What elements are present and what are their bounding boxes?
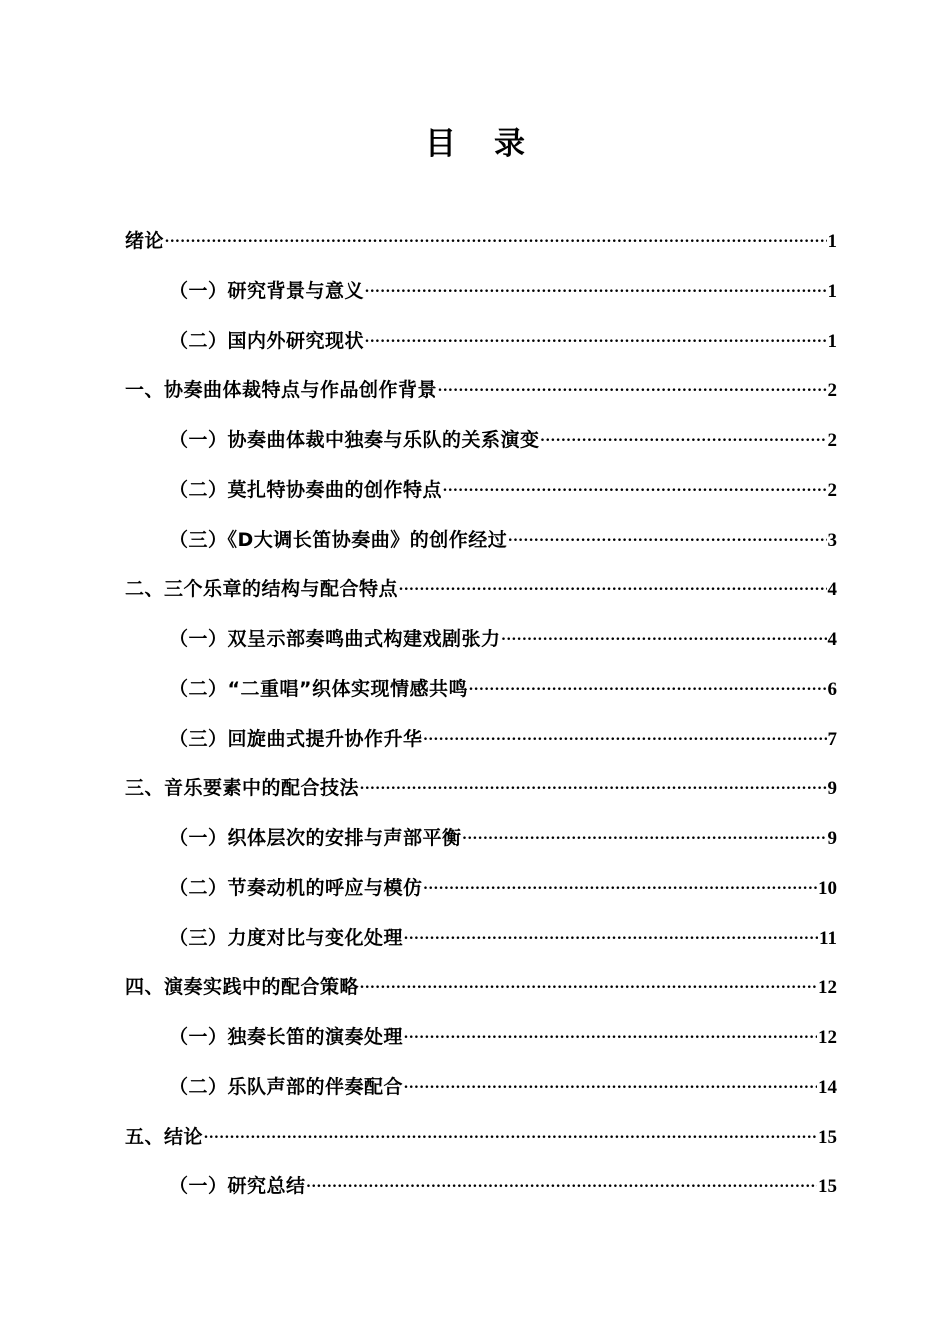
toc-page-number: 1 (827, 231, 837, 252)
toc-entry-section[interactable] (125, 574, 837, 624)
toc-entry-subsection[interactable] (125, 823, 837, 873)
toc-entry-subsection[interactable] (125, 475, 837, 525)
toc-dot-leader (204, 1123, 817, 1143)
toc-dot-leader (365, 327, 826, 347)
toc-dot-leader (469, 675, 827, 695)
toc-page-number: 9 (827, 778, 837, 800)
toc-entry-subsection[interactable] (125, 425, 837, 475)
toc-page-number: 1 (827, 330, 837, 352)
toc-page-number: 7 (827, 728, 837, 750)
toc-entry-label: （一）双呈示部奏鸣曲式构建戏剧张力 (169, 628, 501, 650)
toc-entry-subsection[interactable] (125, 1171, 837, 1221)
toc-entry-label: （二）“二重唱”织体实现情感共鸣 (169, 677, 468, 700)
toc-entry-label: （三）力度对比与变化处理 (169, 926, 404, 949)
toc-page-number: 9 (827, 828, 837, 849)
toc-dot-leader (502, 625, 827, 645)
toc-entry-label: （一）独奏长笛的演奏处理 (169, 1026, 404, 1048)
toc-entry-label: 一、协奏曲体裁特点与作品创作背景 (125, 379, 438, 402)
toc-page-number: 15 (818, 1176, 837, 1198)
toc-entry-label: （三）《D大调长笛协奏曲》的创作经过 (169, 528, 508, 551)
toc-entry-label: （一）研究背景与意义 (169, 279, 365, 302)
toc-page-number: 4 (827, 579, 837, 601)
toc-dot-leader (424, 725, 827, 745)
toc-entry-subsection[interactable] (125, 1072, 837, 1122)
toc-entry-label: 绪论 (125, 230, 165, 252)
toc-entry-label: 三、音乐要素中的配合技法 (125, 777, 360, 800)
toc-entry-subsection[interactable] (125, 1022, 837, 1072)
toc-dot-leader (360, 774, 826, 794)
toc-dot-leader (307, 1172, 817, 1192)
toc-dot-leader (508, 526, 826, 546)
toc-page-number: 6 (827, 678, 837, 700)
toc-entry-subsection[interactable] (125, 276, 837, 326)
toc-dot-leader (438, 376, 826, 396)
toc-entry-label: （三）回旋曲式提升协作升华 (169, 727, 423, 750)
toc-entry-label: 四、演奏实践中的配合策略 (125, 976, 360, 999)
toc-entry-subsection[interactable] (125, 923, 837, 973)
toc-page-number: 10 (818, 877, 837, 899)
toc-dot-leader (541, 426, 827, 446)
toc-entry-section[interactable] (125, 226, 837, 276)
toc-entry-label: 二、三个乐章的结构与配合特点 (125, 578, 399, 601)
toc-page-number: 2 (827, 479, 837, 501)
toc-entry-subsection[interactable] (125, 525, 837, 575)
toc-page-number: 1 (827, 280, 837, 302)
toc-page-number: 2 (827, 430, 837, 451)
toc-page-number: 4 (827, 629, 837, 650)
toc-page-number: 14 (818, 1076, 837, 1098)
toc-entry-subsection[interactable] (125, 624, 837, 674)
toc-entry-subsection[interactable] (125, 724, 837, 774)
toc-entry-subsection[interactable] (125, 326, 837, 376)
toc-entry-section[interactable] (125, 972, 837, 1022)
toc-entry-label: （二）国内外研究现状 (169, 329, 365, 352)
toc-entry-label: （二）节奏动机的呼应与模仿 (169, 876, 423, 899)
toc-dot-leader (165, 227, 826, 247)
toc-entry-subsection[interactable] (125, 674, 837, 724)
toc-dot-leader (443, 476, 826, 496)
toc-entry-section[interactable] (125, 773, 837, 823)
toc-dot-leader (463, 824, 827, 844)
toc-dot-leader (365, 277, 826, 297)
toc-dot-leader (399, 575, 826, 595)
toc-entry-label: 五、结论 (125, 1125, 204, 1148)
toc-entry-subsection[interactable] (125, 873, 837, 923)
toc-page-number: 15 (818, 1126, 837, 1148)
toc-entry-label: （一）协奏曲体裁中独奏与乐队的关系演变 (169, 429, 540, 451)
toc-entry-label: （二）莫扎特协奏曲的创作特点 (169, 478, 443, 501)
toc-entry-section[interactable] (125, 1122, 837, 1172)
toc-page-number: 12 (818, 1027, 837, 1048)
toc-page-number: 2 (827, 380, 837, 402)
toc-page-number: 12 (818, 977, 837, 999)
toc-dot-leader (360, 973, 817, 993)
page-title: 目录 (425, 126, 563, 162)
toc-dot-leader (424, 874, 817, 894)
toc-page-number: 3 (827, 529, 837, 551)
table-of-contents (125, 226, 837, 1221)
toc-dot-leader (404, 1023, 817, 1043)
toc-entry-label: （一）织体层次的安排与声部平衡 (169, 827, 462, 849)
toc-entry-section[interactable] (125, 375, 837, 425)
toc-entry-label: （二）乐队声部的伴奏配合 (169, 1075, 404, 1098)
toc-page-number: 11 (819, 927, 837, 949)
toc-dot-leader (404, 924, 818, 944)
toc-dot-leader (404, 1073, 817, 1093)
toc-entry-label: （一）研究总结 (169, 1175, 306, 1198)
